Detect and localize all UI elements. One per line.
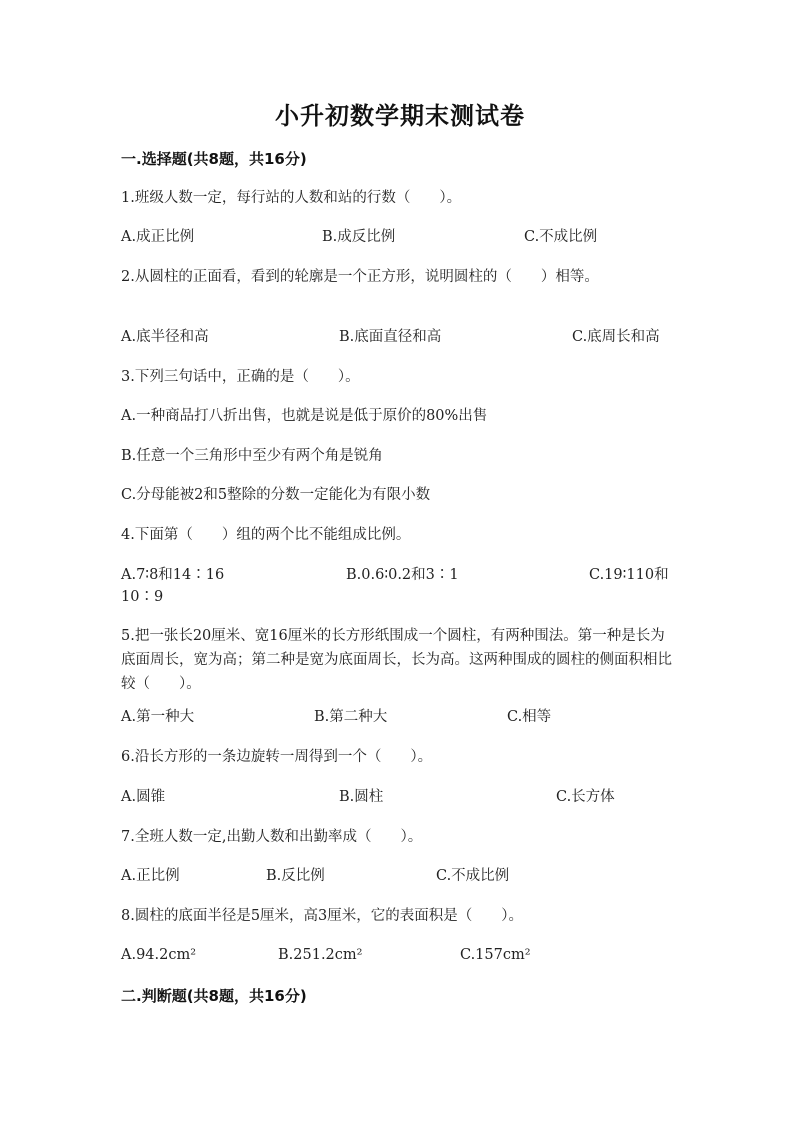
q1-option-a: A.成正比例 [121,229,195,245]
q5-option-c: C.相等 [507,709,552,725]
question-5: 5.把一张长20厘米、宽16厘米的长方形纸围成一个圆柱，有两种围法。第一种是长为底面周长，宽为高；第二种是宽为底面周长，长为高。这两种围成的圆柱的侧面积相比较（ ）。 [121,628,672,692]
q1-option-b: B.成反比例 [322,229,396,245]
q4-option-c: C.19∶110和10∶9 [121,567,669,605]
q2-option-b: B.底面直径和高 [339,329,442,345]
q4-option-a: A.7∶8和14∶16 [121,567,225,583]
q5-option-a: A.第一种大 [121,709,195,725]
q5-option-b: B.第二种大 [314,709,388,725]
q2-option-a: A.底半径和高 [121,329,209,345]
q2-option-c: C.底周长和高 [572,329,660,345]
q8-option-b: B.251.2cm² [278,947,363,963]
q7-option-a: A.正比例 [121,868,180,884]
q8-option-c: C.157cm² [460,947,531,963]
q3-option-c: C.分母能被2和5整除的分数一定能化为有限小数 [121,487,431,503]
question-1: 1.班级人数一定，每行站的人数和站的行数（ ）。 [121,190,462,206]
section-heading-judgement: 二.判断题(共8题，共16分) [121,987,307,1005]
page-title: 小升初数学期末测试卷 [275,102,525,130]
q1-option-c: C.不成比例 [524,229,598,245]
q6-option-b: B.圆柱 [339,789,384,805]
q6-option-a: A.圆锥 [121,789,166,805]
q4-option-b: B.0.6∶0.2和3∶1 [346,567,459,583]
q7-option-c: C.不成比例 [436,868,510,884]
q3-option-a: A.一种商品打八折出售，也就是说是低于原价的80%出售 [121,408,488,424]
q7-option-b: B.反比例 [266,868,325,884]
q3-option-b: B.任意一个三角形中至少有两个角是锐角 [121,448,383,464]
question-8: 8.圆柱的底面半径是5厘米，高3厘米，它的表面积是（ ）。 [121,908,524,924]
question-6: 6.沿长方形的一条边旋转一周得到一个（ ）。 [121,749,433,765]
question-7: 7.全班人数一定,出勤人数和出勤率成（ ）。 [121,829,423,845]
q6-option-c: C.长方体 [556,789,615,805]
question-3: 3.下列三句话中，正确的是（ ）。 [121,369,360,385]
question-4: 4.下面第（ ）组的两个比不能组成比例。 [121,527,411,543]
section-heading-choice: 一.选择题(共8题，共16分) [121,150,307,168]
question-2: 2.从圆柱的正面看，看到的轮廓是一个正方形，说明圆柱的（ ）相等。 [121,269,599,285]
q8-option-a: A.94.2cm² [121,947,197,963]
